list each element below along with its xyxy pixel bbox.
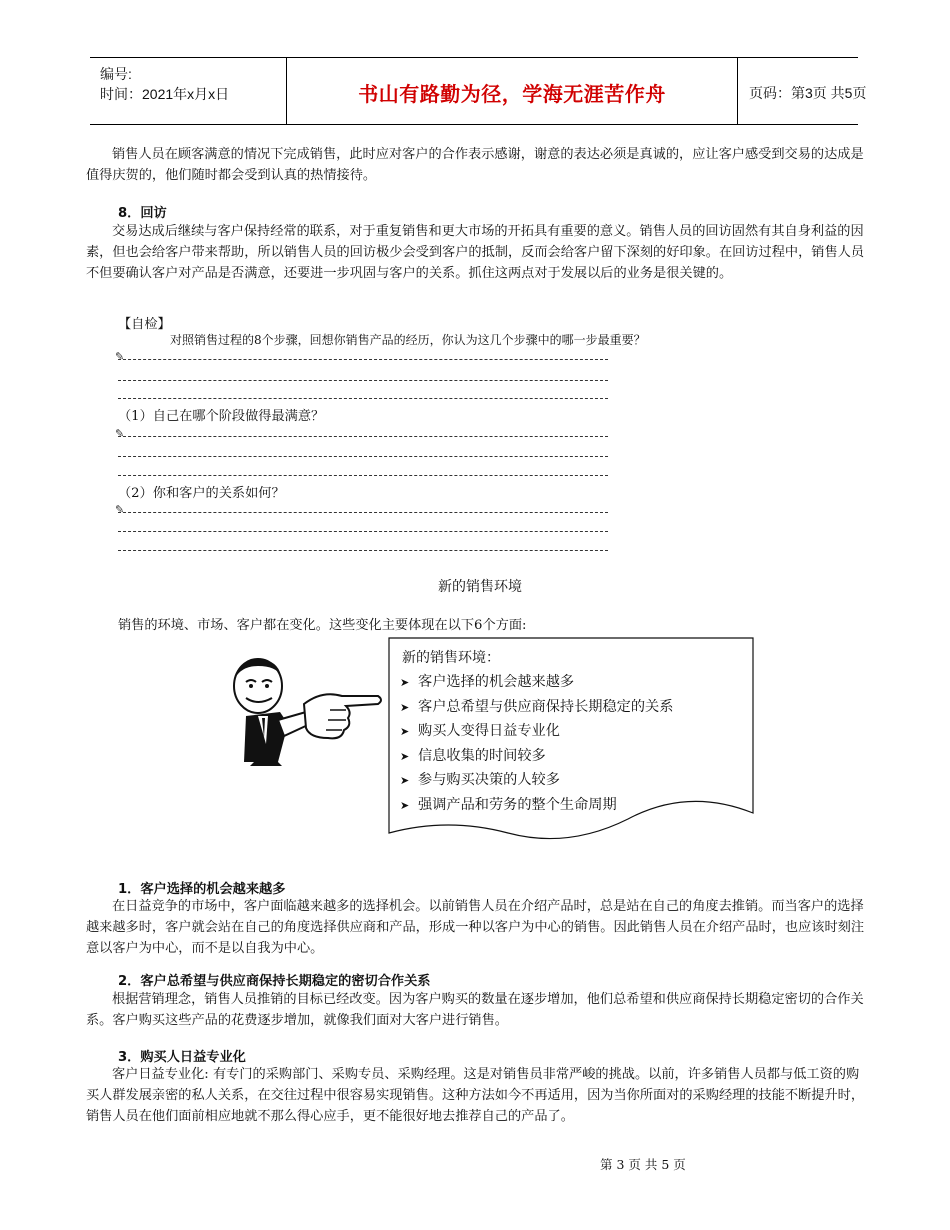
answer-line[interactable] bbox=[118, 380, 608, 381]
code-label: 编号: bbox=[100, 66, 132, 82]
callout-box bbox=[388, 637, 754, 842]
intro-paragraph: 销售人员在顾客满意的情况下完成销售，此时应对客户的合作表示感谢，谢意的表达必须是真诚的，应让客户感受到交易的达成是值得庆贺的，他们随时都会受到认真的热情接待。 bbox=[86, 147, 864, 183]
motto: 书山有路勤为径，学海无涯苦作舟 bbox=[358, 82, 666, 106]
arrow-icon: ➤ bbox=[400, 700, 410, 714]
pencil-icon: ✎ bbox=[115, 350, 125, 363]
page-footer: 第 3 页 共 5 页 bbox=[600, 1157, 686, 1172]
arrow-icon: ➤ bbox=[400, 749, 410, 763]
section-1-title: 1．客户选择的机会越来越多 bbox=[118, 882, 286, 897]
answer-line[interactable] bbox=[118, 475, 608, 476]
env-list bbox=[400, 670, 673, 817]
section-1-body: 在日益竞争的市场中，客户面临越来越多的选择机会。以前销售人员在介绍产品时，总是站在自己的角度去推销。而当客户的选择越来越多时，客户就会站在自己的角度选择供应商和产品，形成一种以客户为中心的销售。因此销售人员在介绍产品时，也应该时刻注意以客户为中心，而不是以自我为中心。 bbox=[86, 899, 865, 956]
pointing-man-illustration bbox=[218, 654, 384, 766]
answer-line[interactable] bbox=[118, 436, 608, 437]
page-header bbox=[90, 57, 867, 125]
answer-line[interactable] bbox=[118, 550, 608, 551]
list-item: ➤ 客户选择的机会越来越多 bbox=[400, 670, 673, 695]
section-3-body: 客户日益专业化: 有专门的采购部门、采购专员、采购经理。这是对销售员非常严峻的挑战。以前，许多销售人员都与低工资的购买人群发展亲密的私人关系，在交往过程中很容易实现销售。这种方法如今不再适用，因为当你所面对的采购经理的技能不断提升时，销售人员在他们面前相应地就不那么得心应手，更不能很好地去推荐自己的产品了。 bbox=[86, 1067, 865, 1124]
section-3-title: 3．购买人日益专业化 bbox=[118, 1050, 246, 1065]
section-2-title: 2．客户总希望与供应商保持长期稳定的密切合作关系 bbox=[118, 974, 431, 989]
answer-line[interactable] bbox=[118, 456, 608, 457]
page-label: 页码：第3页 共5页 bbox=[749, 85, 867, 101]
env-intro: 销售的环境、市场、客户都在变化。这些变化主要体现在以下6个方面: bbox=[118, 618, 527, 633]
list-item: ➤ 强调产品和劳务的整个生命周期 bbox=[400, 793, 673, 818]
list-item: ➤ 参与购买决策的人较多 bbox=[400, 768, 673, 793]
section-8-title: 8．回访 bbox=[118, 206, 167, 221]
answer-line[interactable] bbox=[118, 398, 608, 399]
list-item: ➤ 信息收集的时间较多 bbox=[400, 744, 673, 769]
pencil-icon: ✎ bbox=[115, 503, 125, 516]
arrow-icon: ➤ bbox=[400, 725, 410, 738]
list-item: ➤ 客户总希望与供应商保持长期稳定的关系 bbox=[400, 695, 673, 720]
arrow-icon: ➤ bbox=[400, 676, 410, 689]
time-label: 时间：2021年x月x日 bbox=[100, 86, 230, 102]
list-item: ➤ 购买人变得日益专业化 bbox=[400, 719, 673, 744]
pencil-icon: ✎ bbox=[115, 427, 125, 440]
answer-line[interactable] bbox=[118, 359, 608, 360]
header-right-cell bbox=[737, 58, 867, 124]
arrow-icon: ➤ bbox=[400, 774, 410, 787]
selfcheck-prompt: 对照销售过程的8个步骤，回想你销售产品的经历，你认为这几个步骤中的哪一步最重要？ bbox=[170, 333, 646, 347]
answer-line[interactable] bbox=[118, 512, 608, 513]
selfcheck-label: 【自检】 bbox=[118, 317, 171, 332]
answer-line[interactable] bbox=[118, 531, 608, 532]
callout-title: 新的销售环境： bbox=[402, 650, 500, 666]
header-left-cell bbox=[90, 58, 286, 124]
section-2-body: 根据营销理念，销售人员推销的目标已经改变。因为客户购买的数量在逐步增加，他们总希望和供应商保持长期稳定密切的合作关系。客户购买这些产品的花费逐步增加，就像我们面对大客户进行销售。 bbox=[86, 992, 864, 1028]
header-center-cell bbox=[286, 58, 738, 124]
arrow-icon: ➤ bbox=[400, 798, 410, 812]
question-2: （2）你和客户的关系如何？ bbox=[118, 486, 285, 501]
env-title: 新的销售环境 bbox=[438, 579, 522, 595]
question-1: （1）自己在哪个阶段做得最满意？ bbox=[118, 409, 325, 424]
section-8-body: 交易达成后继续与客户保持经常的联系，对于重复销售和更大市场的开拓具有重要的意义。销售人员的回访固然有其自身利益的因素，但也会给客户带来帮助，所以销售人员的回访极少会受到客户的抵制，反而会给客户留下深刻的好印象。在回访过程中，销售人员不但要确认客户对产品是否满意，还要进一步巩固与客户的关系。抓住这两点对于发展以后的业务是很关键的。 bbox=[86, 224, 865, 281]
